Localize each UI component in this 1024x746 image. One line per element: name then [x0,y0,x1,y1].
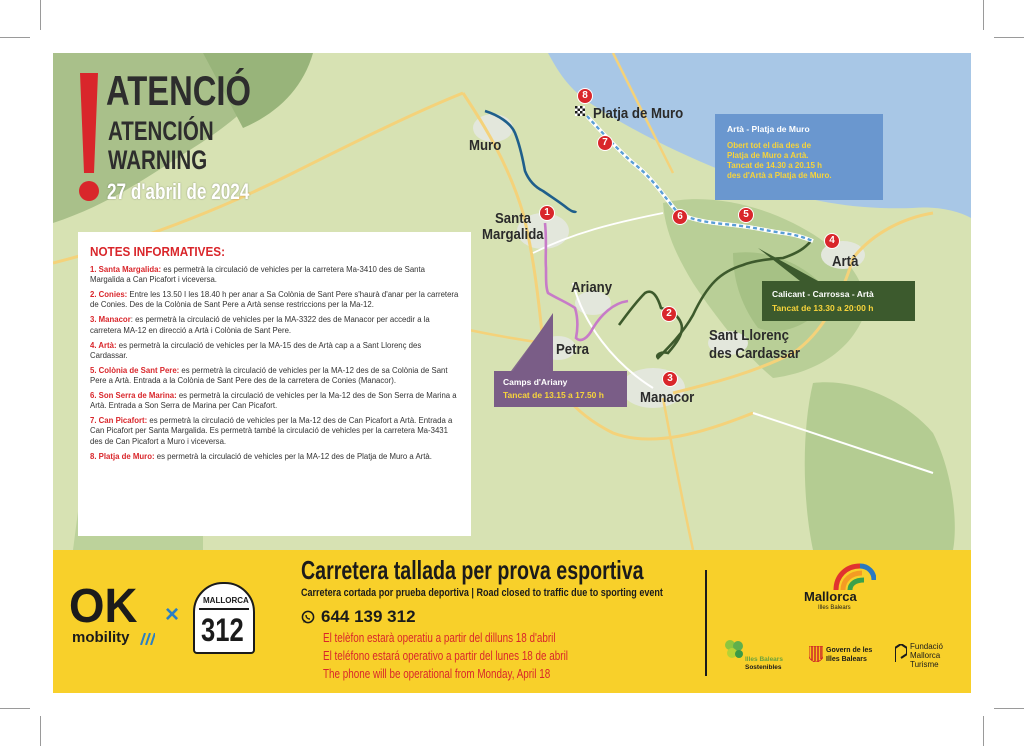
exclamation-icon [77,73,101,203]
note-label: 3. Manacor [90,315,131,325]
mallorca-logo-sub: Illes Balears [818,605,851,611]
note-label: 1. Santa Margalida: [90,265,162,274]
place-sant-llorenc-line2: des Cardassar [709,345,800,362]
crop-mark [983,0,984,30]
place-platja-de-muro: Platja de Muro [593,105,684,122]
note-label: 2. Conies: [90,290,128,300]
fundacio-logo-text: Mallorca [910,651,941,660]
footer-divider [705,570,707,676]
note-item [90,366,461,386]
place-petra: Petra [556,341,590,358]
footer-band [53,550,971,693]
mallorca-312-badge [193,582,255,654]
route-marker: 3 [662,371,678,387]
note-text: es permetrà la circulació de vehicles per la carretera Ma-3410 des de Santa Margalida a Can Picafort i viceversa. [90,265,425,285]
note-item [90,452,461,462]
route-marker: 6 [672,209,688,225]
note-label: 5. Colònia de Sant Pere: [90,365,180,375]
fundacio-logo-icon [895,644,907,662]
title-english: WARNING [108,145,208,175]
times-sign: × [165,601,180,628]
ok-logo: OK [69,580,138,633]
callout-arta-platja-line: des d'Artà a Platja de Muro. [727,171,832,180]
note-text: es permetrà la circulació de vehicles per la MA-12 des de sa Colònia de Sant Pere a Artà. Entrada a la Colònia de Sant Pere des de la carretera de Conies (Manacor). [90,365,448,386]
place-santa-margalida-line2: Margalida [482,226,544,243]
note-text: es permetrà la circulació de vehicles per la MA-15 des de Artà cap a a Sant Llorenç des Cardassar. [90,340,422,360]
note-label: 7. Can Picafort: [90,416,148,426]
callout-arta-platja-title: Artà - Platja de Muro [727,124,810,134]
title-spanish: ATENCIÓN [108,116,214,146]
badge-top-text: MALLORCA [203,596,249,605]
slash-marks-icon [139,633,155,645]
mallorca-logo-icon [830,562,876,592]
headline: Carretera tallada per prova esportiva [301,555,644,585]
callout-calicant [772,289,874,313]
place-arta: Artà [832,253,859,270]
note-text: es permetrà la circulació de vehicles per la Ma-12 des de Can Picafort a Artà. Entrada a Can Picafort per Santa Margalida. Es permetrà també la circulació de vehicles per la carretera Ma-3431 des de Can Picafort a Muro i viceversa. [90,416,453,446]
note-item [90,290,461,310]
note-text: Entre les 13.50 I les 18.40 h per anar a Sa Colònia de Sant Pere s'haurà d'anar per la carretera de Conies. Des de la Colònia de Sant Pere a Artà sense restriccions per la Ma-12. [90,290,459,310]
govern-logo-text: Govern de les [826,647,873,654]
subheadline: Carretera cortada por prueba deportiva | Road closed to traffic due to sporting event [301,587,663,599]
title-catalan: ATENCIÓ [106,67,251,114]
fundacio-logo-text: Fundació [910,642,943,651]
callout-camps-ariany-title: Camps d'Ariany [503,377,568,387]
callout-calicant-hours: Tancat de 13.30 a 20:00 h [772,303,874,313]
notice-catalan: El telèfon estarà operatiu a partir del dilluns 18 d'abril [323,630,556,645]
note-item [90,416,461,447]
crop-mark [0,708,30,709]
notes-panel [78,232,471,536]
route-marker: 8 [577,88,593,104]
notes-title: NOTES INFORMATIVES: [90,244,225,259]
sostenibles-logo-text: Illes Balears [745,656,783,663]
place-manacor: Manacor [640,389,695,406]
notice-spanish: El teléfono estará operativo a partir del lunes 18 de abril [323,648,568,663]
note-item [90,265,461,285]
callout-arta-platja-line: Platja de Muro a Artà. [727,151,809,160]
place-santa-margalida-line1: Santa [495,210,531,227]
note-item [90,391,461,411]
crop-mark [994,37,1024,38]
crop-mark [40,716,41,746]
callout-arta-platja-line: Obert tot el dia des de [727,141,812,150]
badge-divider [199,608,249,610]
place-ariany: Ariany [571,279,613,296]
govern-logo-text: Illes Balears [826,656,867,663]
callout-arta-platja-line: Tancat de 14.30 a 20.15 h [727,161,823,170]
fundacio-logo-text: Turisme [910,660,939,669]
crop-mark [983,716,984,746]
callout-calicant-title: Calicant - Carrossa - Artà [772,289,874,299]
note-label: 4. Artà: [90,340,117,350]
route-marker: 1 [539,205,555,221]
crop-mark [40,0,41,30]
note-item [90,341,461,361]
note-text: es permetrà la circulació de vehicles per la MA-12 des de Platja de Muro a Artà. [154,451,432,461]
crop-mark [0,37,30,38]
callout-camps-ariany-hours: Tancat de 13.15 a 17.50 h [503,390,604,400]
note-label: 8. Platja de Muro: [90,451,155,461]
route-marker: 4 [824,233,840,249]
sostenibles-logo-icon [723,638,745,660]
place-muro: Muro [469,137,502,154]
callout-camps-ariany [503,377,604,400]
route-marker: 2 [661,306,677,322]
callout-arta-platja [727,124,832,181]
note-label: 6. Son Serra de Marina: [90,391,177,401]
note-item [90,315,461,335]
event-date: 27 d'abril de 2024 [107,179,250,204]
phone-number: 644 139 312 [321,607,416,626]
notice-english: The phone will be operational from Monday, April 18 [323,666,551,681]
whatsapp-icon [301,610,315,624]
note-text: : es permetrà la circulació de vehicles per la MA-3322 des de Manacor per accedir a la carretera MA-12 en direcció a Artà i Colònia de Sant Pere. [90,315,430,335]
place-sant-llorenc-line1: Sant Llorenç [709,327,789,344]
govern-shield-icon [809,646,823,662]
crop-mark [994,708,1024,709]
route-marker: 7 [597,135,613,151]
note-text: es permetrà la circulació de vehicles per la Ma-12 des de Son Serra de Marina a Artà. Entrada a Son Serra de Marina per Can Picafort. [90,391,457,411]
sostenibles-logo-text: Sostenibles [745,664,782,671]
badge-number: 312 [201,612,244,648]
mallorca-logo-text: Mallorca [804,589,857,604]
route-marker: 5 [738,207,754,223]
mobility-logo-text: mobility [72,629,130,646]
